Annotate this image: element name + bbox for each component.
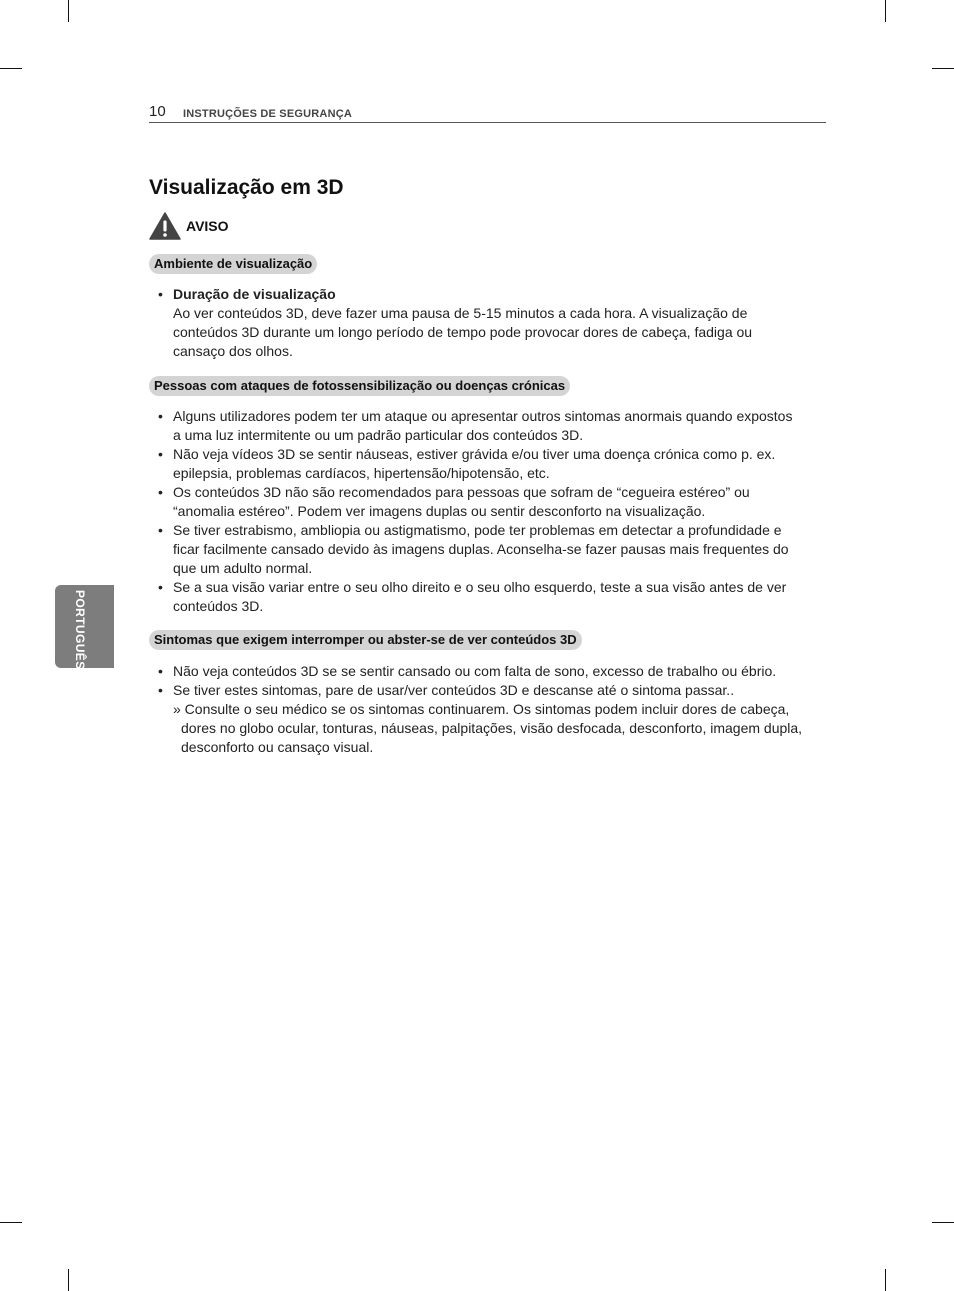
note-line: » Consulte o seu médico se os sintomas continuarem. Os sintomas podem incluir dores de cabeça, [173,701,790,717]
text-line: • Se tiver estrabismo, ambliopia ou astigmatismo, pode ter problemas em detectar a profundidade e [173,522,782,538]
page-header [149,104,826,123]
text-line: conteúdos 3D durante um longo período de tempo pode provocar dores de cabeça, fadiga ou [173,324,753,340]
crop-mark [0,1222,22,1223]
symptoms-list [158,662,818,757]
crop-mark [885,1269,886,1291]
text-line: • Não veja conteúdos 3D se se sentir cansado ou com falta de sono, excesso de trabalho ou ébrio. [173,663,777,679]
item-title: • Duração de visualização [173,286,336,302]
text-line: • Se a sua visão variar entre o seu olho direito e o seu olho esquerdo, teste a sua visão antes de ver [173,579,787,595]
crop-mark [932,1222,954,1223]
list-item [158,521,818,578]
text-line: epilepsia, problemas cardíacos, hipertensão/hipotensão, etc. [173,465,550,481]
running-section-title: INSTRUÇÕES DE SEGURANÇA [183,108,353,120]
warning-triangle-icon [149,212,181,240]
viewing-environment-list [158,285,818,361]
section-heading-photosensitivity: Pessoas com ataques de fotossensibilização ou doenças crónicas [149,376,570,396]
page-number: 10 [149,103,166,120]
page-title: Visualização em 3D [149,176,344,199]
list-item [158,483,818,521]
section-heading-symptoms: Sintomas que exigem interromper ou abster-se de ver conteúdos 3D [149,630,582,650]
text-line: • Se tiver estes sintomas, pare de usar/ver conteúdos 3D e descanse até o sintoma passar.. [173,682,735,698]
crop-mark [68,0,69,22]
text-line: Ao ver conteúdos 3D, deve fazer uma pausa de 5-15 minutos a cada hora. A visualização de [173,305,748,321]
language-side-tab-label: PORTUGUÊS [73,590,87,670]
text-line: que um adulto normal. [173,560,313,576]
list-item [158,578,818,616]
section-heading-viewing-environment: Ambiente de visualização [149,254,317,274]
text-line: a uma luz intermitente ou um padrão particular dos conteúdos 3D. [173,427,584,443]
list-item [158,285,818,361]
list-item [158,445,818,483]
text-line: ficar facilmente cansado devido às imagens duplas. Aconselha-se fazer pausas mais frequentes do [173,541,789,557]
crop-mark [68,1269,69,1291]
text-line: “anomalia estéreo”. Podem ver imagens duplas ou sentir desconforto na visualização. [173,503,706,519]
text-line: cansaço dos olhos. [173,343,293,359]
photosensitivity-list [158,407,818,616]
warning-text: AVISO [186,218,229,234]
list-item [158,681,818,757]
text-line: • Não veja vídeos 3D se sentir náuseas, estiver grávida e/ou tiver uma doença crónica como p. ex. [173,446,776,462]
list-item [158,407,818,445]
list-item [158,662,818,681]
warning-label [149,212,229,240]
crop-mark [885,0,886,22]
note-line: desconforto ou cansaço visual. [181,739,374,755]
note-line: dores no globo ocular, tonturas, náuseas, palpitações, visão desfocada, desconforto, imagem dupla, [181,720,803,736]
text-line: • Alguns utilizadores podem ter um ataque ou apresentar outros sintomas anormais quando expostos [173,408,793,424]
text-line: conteúdos 3D. [173,598,264,614]
text-line: • Os conteúdos 3D não são recomendados para pessoas que sofram de “cegueira estéreo” ou [173,484,750,500]
crop-mark [0,68,22,69]
crop-mark [932,68,954,69]
